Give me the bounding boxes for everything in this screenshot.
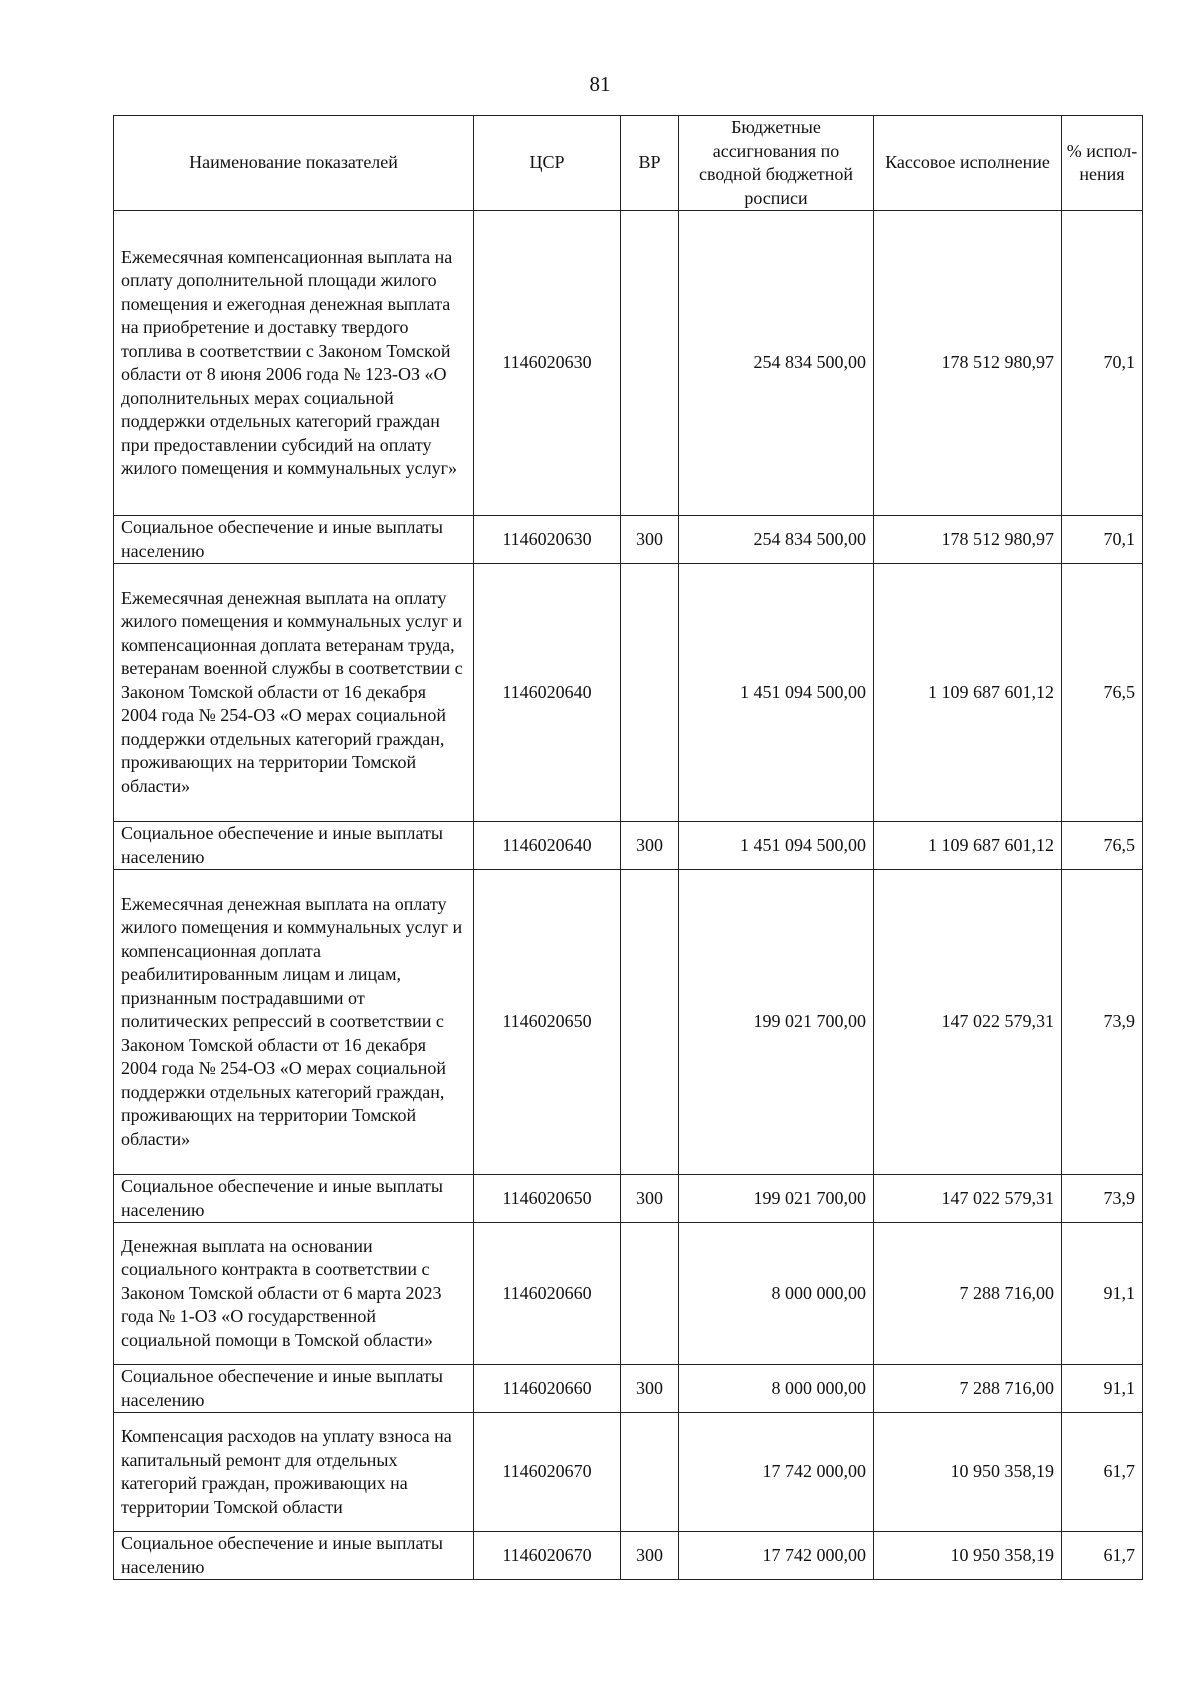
row-percent: 70,1 — [1062, 516, 1143, 564]
row-name: Социальное обеспечение и иные выплаты населению — [114, 1532, 474, 1580]
table-row — [114, 1532, 1143, 1580]
header-cash: Кассовое исполнение — [874, 116, 1062, 211]
row-budget: 1 451 094 500,00 — [679, 822, 874, 870]
row-budget: 199 021 700,00 — [679, 870, 874, 1175]
row-name: Социальное обеспечение и иные выплаты населению — [114, 1175, 474, 1223]
header-budget: Бюджетные ассигнования по сводной бюджетной росписи — [679, 116, 874, 211]
row-budget: 254 834 500,00 — [679, 516, 874, 564]
row-vr: 300 — [621, 1532, 679, 1580]
row-budget: 254 834 500,00 — [679, 211, 874, 516]
row-name: Ежемесячная денежная выплата на оплату жилого помещения и коммунальных услуг и компенсационная доплата реабилитированным лицам и лицам, признанным пострадавшими от политических репрессий в соответствии с Законом Томской области от 16 декабря 2004 года № 254-ОЗ «О мерах социальной поддержки отдельных категорий граждан, проживающих на территории Томской области» — [114, 870, 474, 1175]
row-vr: 300 — [621, 516, 679, 564]
row-percent: 73,9 — [1062, 870, 1143, 1175]
row-percent: 61,7 — [1062, 1532, 1143, 1580]
row-csr: 1146020670 — [474, 1413, 621, 1532]
row-budget: 199 021 700,00 — [679, 1175, 874, 1223]
header-vr: ВР — [621, 116, 679, 211]
header-csr: ЦСР — [474, 116, 621, 211]
row-budget: 8 000 000,00 — [679, 1365, 874, 1413]
row-percent: 61,7 — [1062, 1413, 1143, 1532]
row-vr — [621, 564, 679, 822]
row-name: Ежемесячная компенсационная выплата на оплату дополнительной площади жилого помещения и ежегодная денежная выплата на приобретение и доставку твердого топлива в соответствии с Законом Томской области от 8 июня 2006 года № 123-ОЗ «О дополнительных мерах социальной поддержки отдельных категорий граждан при предоставлении субсидий на оплату жилого помещения и коммунальных услуг» — [114, 211, 474, 516]
row-cash: 147 022 579,31 — [874, 870, 1062, 1175]
row-vr: 300 — [621, 1175, 679, 1223]
row-percent: 73,9 — [1062, 1175, 1143, 1223]
header-name: Наименование показателей — [114, 116, 474, 211]
row-percent: 70,1 — [1062, 211, 1143, 516]
row-cash: 7 288 716,00 — [874, 1365, 1062, 1413]
row-cash: 147 022 579,31 — [874, 1175, 1062, 1223]
table-row — [114, 1223, 1143, 1365]
row-budget: 8 000 000,00 — [679, 1223, 874, 1365]
row-cash: 1 109 687 601,12 — [874, 822, 1062, 870]
row-name: Денежная выплата на основании социального контракта в соответствии с Законом Томской области от 6 марта 2023 года № 1-ОЗ «О государственной социальной помощи в Томской области» — [114, 1223, 474, 1365]
table-row — [114, 1413, 1143, 1532]
row-vr: 300 — [621, 822, 679, 870]
row-name: Социальное обеспечение и иные выплаты населению — [114, 1365, 474, 1413]
row-csr: 1146020640 — [474, 564, 621, 822]
row-vr — [621, 870, 679, 1175]
row-percent: 91,1 — [1062, 1365, 1143, 1413]
row-csr: 1146020630 — [474, 516, 621, 564]
budget-execution-table — [113, 115, 1143, 1580]
row-percent: 76,5 — [1062, 822, 1143, 870]
header-percent: % испол- нения — [1062, 116, 1143, 211]
row-cash: 178 512 980,97 — [874, 516, 1062, 564]
table-row — [114, 822, 1143, 870]
table-row — [114, 516, 1143, 564]
row-name: Социальное обеспечение и иные выплаты населению — [114, 516, 474, 564]
row-vr — [621, 1413, 679, 1532]
row-cash: 178 512 980,97 — [874, 211, 1062, 516]
row-csr: 1146020660 — [474, 1365, 621, 1413]
table-row — [114, 870, 1143, 1175]
page-number: 81 — [589, 72, 611, 96]
table-row — [114, 564, 1143, 822]
row-name: Социальное обеспечение и иные выплаты населению — [114, 822, 474, 870]
row-cash: 10 950 358,19 — [874, 1413, 1062, 1532]
table-row — [114, 211, 1143, 516]
row-budget: 17 742 000,00 — [679, 1532, 874, 1580]
row-csr: 1146020640 — [474, 822, 621, 870]
row-vr: 300 — [621, 1365, 679, 1413]
table-header-row — [114, 116, 1143, 211]
table-row — [114, 1365, 1143, 1413]
row-cash: 10 950 358,19 — [874, 1532, 1062, 1580]
row-name: Компенсация расходов на уплату взноса на капитальный ремонт для отдельных категорий граждан, проживающих на территории Томской области — [114, 1413, 474, 1532]
row-vr — [621, 1223, 679, 1365]
row-csr: 1146020660 — [474, 1223, 621, 1365]
row-cash: 1 109 687 601,12 — [874, 564, 1062, 822]
row-vr — [621, 211, 679, 516]
row-csr: 1146020670 — [474, 1532, 621, 1580]
row-csr: 1146020630 — [474, 211, 621, 516]
row-budget: 1 451 094 500,00 — [679, 564, 874, 822]
row-cash: 7 288 716,00 — [874, 1223, 1062, 1365]
table-row — [114, 1175, 1143, 1223]
row-name: Ежемесячная денежная выплата на оплату жилого помещения и коммунальных услуг и компенсационная доплата ветеранам труда, ветеранам военной службы в соответствии с Законом Томской области от 16 декабря 2004 года № 254-ОЗ «О мерах социальной поддержки отдельных категорий граждан, проживающих на территории Томской области» — [114, 564, 474, 822]
row-csr: 1146020650 — [474, 1175, 621, 1223]
row-csr: 1146020650 — [474, 870, 621, 1175]
row-percent: 76,5 — [1062, 564, 1143, 822]
row-percent: 91,1 — [1062, 1223, 1143, 1365]
row-budget: 17 742 000,00 — [679, 1413, 874, 1532]
